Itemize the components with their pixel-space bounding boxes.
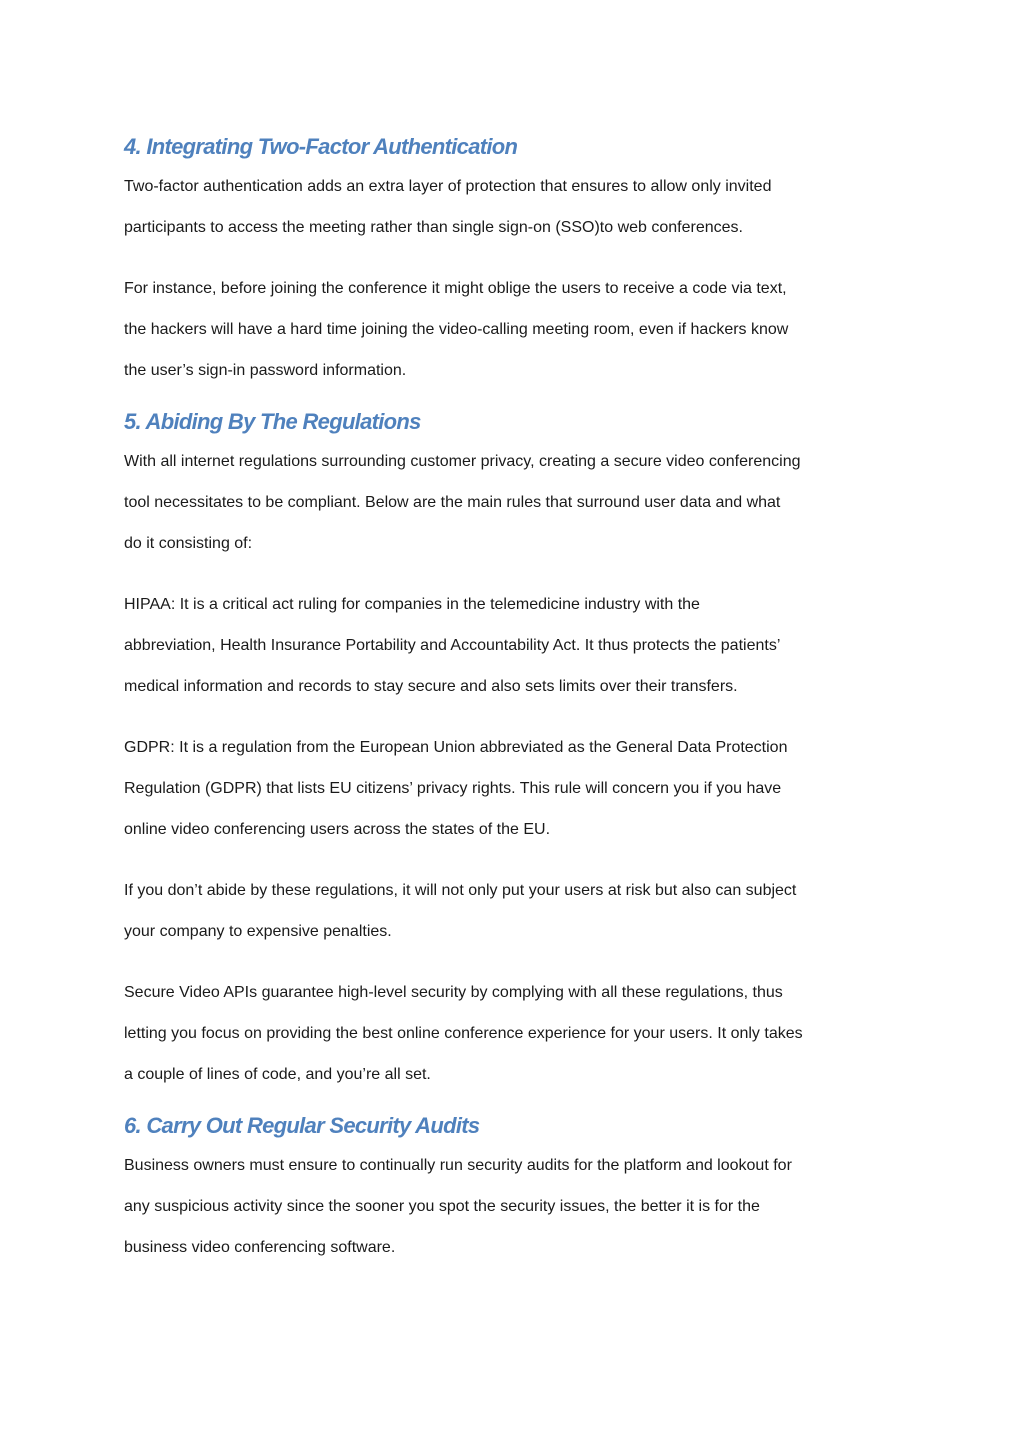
text-line: Regulation (GDPR) that lists EU citizens’ privacy rights. This rule will concern you if you have [124,780,782,797]
document-body [124,128,904,1268]
text-line: For instance, before joining the conference it might oblige the users to receive a code via text, [124,280,787,297]
text-line: any suspicious activity since the sooner you spot the security issues, the better it is for the [124,1198,760,1215]
section-security-audits [124,1107,904,1268]
text-line: do it consisting of: [124,535,253,552]
section-abiding-by-regulations [124,403,904,1095]
paragraph [124,441,904,564]
section-heading: 4. Integrating Two-Factor Authentication [124,134,518,159]
paragraph [124,1145,904,1268]
text-line: With all internet regulations surrounding customer privacy, creating a secure video conferencing [124,453,801,470]
paragraph [124,870,904,952]
text-line: Business owners must ensure to continually run security audits for the platform and lookout for [124,1157,792,1174]
text-line: online video conferencing users across the states of the EU. [124,821,551,838]
section-heading: 5. Abiding By The Regulations [124,409,421,434]
text-line: the hackers will have a hard time joining the video-calling meeting room, even if hackers know [124,321,789,338]
text-line: tool necessitates to be compliant. Below are the main rules that surround user data and what [124,494,781,511]
paragraph [124,166,904,248]
paragraph [124,972,904,1095]
text-line: a couple of lines of code, and you’re all set. [124,1066,431,1083]
text-line: If you don’t abide by these regulations, it will not only put your users at risk but also can subject [124,882,797,899]
paragraph [124,268,904,391]
section-two-factor-authentication [124,128,904,391]
text-line: participants to access the meeting rather than single sign-on (SSO)to web conferences. [124,219,743,236]
paragraph-hipaa [124,584,904,707]
text-line: Secure Video APIs guarantee high-level security by complying with all these regulations, thus [124,984,783,1001]
paragraph-gdpr [124,727,904,850]
text-line: GDPR: It is a regulation from the European Union abbreviated as the General Data Protection [124,739,788,756]
text-line: HIPAA: It is a critical act ruling for companies in the telemedicine industry with the [124,596,700,613]
text-line: abbreviation, Health Insurance Portability and Accountability Act. It thus protects the patients’ [124,637,781,654]
text-line: the user’s sign-in password information. [124,362,407,379]
text-line: medical information and records to stay secure and also sets limits over their transfers. [124,678,738,695]
section-heading: 6. Carry Out Regular Security Audits [124,1113,480,1138]
text-line: business video conferencing software. [124,1239,396,1256]
text-line: your company to expensive penalties. [124,923,392,940]
text-line: letting you focus on providing the best online conference experience for your users. It only takes [124,1025,803,1042]
text-line: Two-factor authentication adds an extra layer of protection that ensures to allow only invited [124,178,772,195]
